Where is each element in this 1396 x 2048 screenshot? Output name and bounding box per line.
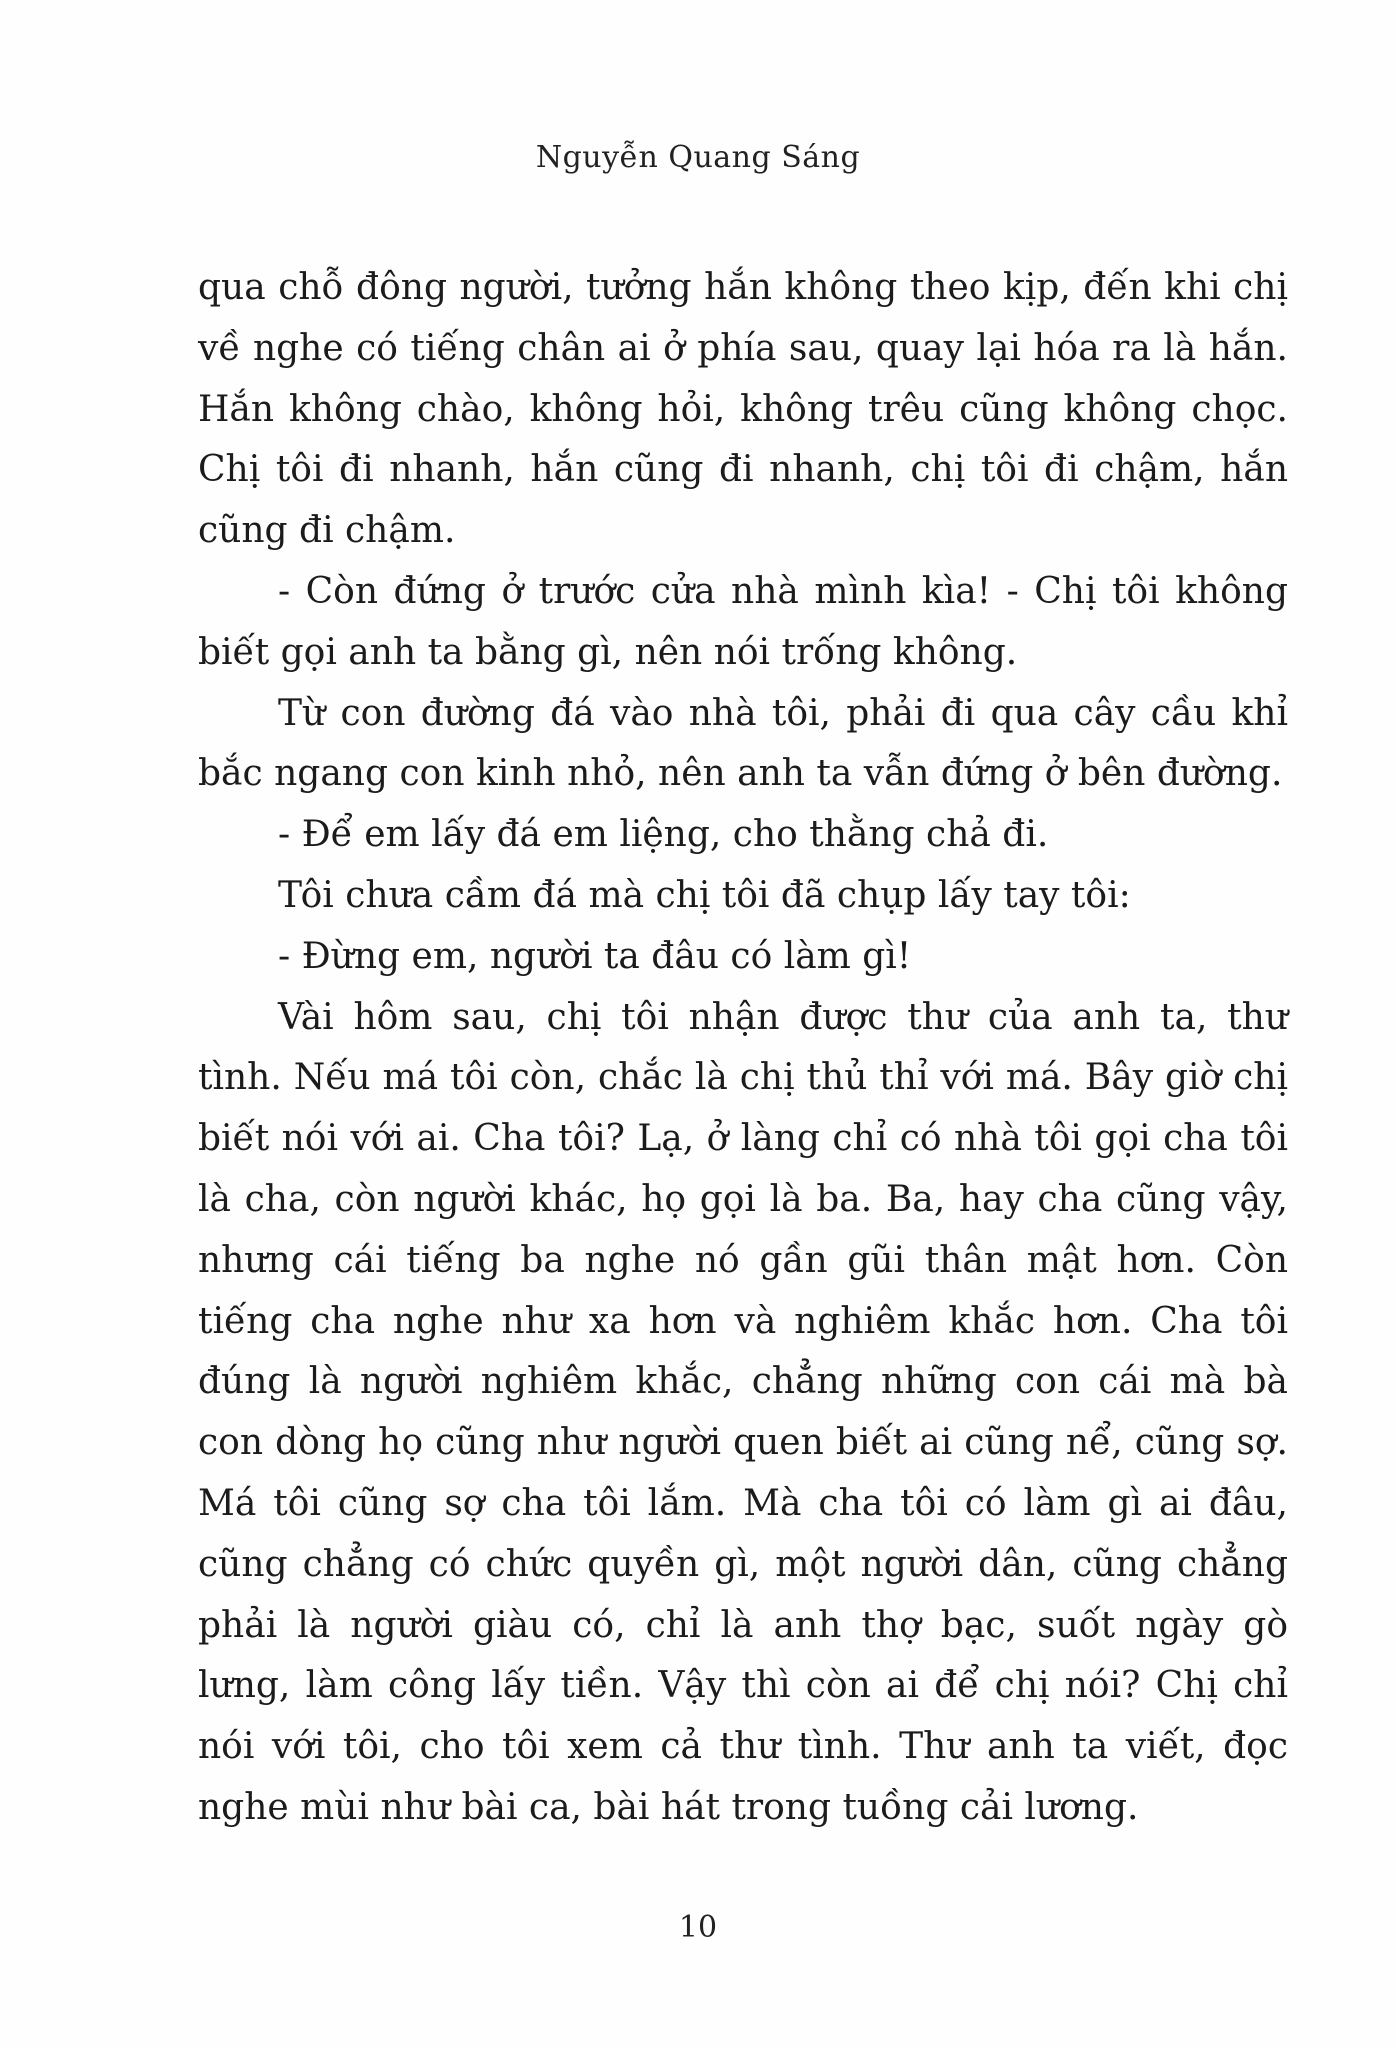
paragraph: Tôi chưa cầm đá mà chị tôi đã chụp lấy tay tôi: — [278, 874, 1131, 916]
page-number: 10 — [678, 1910, 718, 1945]
body-text — [198, 258, 1288, 1839]
running-header-author: Nguyễn Quang Sáng — [535, 140, 861, 175]
paragraph: - Để em lấy đá em liệng, cho thằng chả đi. — [278, 814, 1049, 856]
paragraph: - Còn đứng ở trước cửa nhà mình kìa! - Chị tôi không biết gọi anh ta bằng gì, nên nói trống không. — [198, 570, 1288, 673]
paragraph: - Đừng em, người ta đâu có làm gì! — [278, 935, 912, 977]
paragraph: Từ con đường đá vào nhà tôi, phải đi qua cây cầu khỉ bắc ngang con kinh nhỏ, nên anh ta vẫn đứng ở bên đường. — [198, 692, 1288, 795]
paragraph: Vài hôm sau, chị tôi nhận được thư của anh ta, thư tình. Nếu má tôi còn, chắc là chị thủ thỉ với má. Bây giờ chị biết nói với ai. Cha tôi? Lạ, ở làng chỉ có nhà tôi gọi cha tôi là cha, còn người khác, họ gọi là ba. Ba, hay cha cũng vậy, nhưng cái tiếng ba nghe nó gần gũi thân mật hơn. Còn tiếng cha nghe như xa hơn và nghiêm khắc hơn. Cha tôi đúng là người nghiêm khắc, chẳng những con cái mà bà con dòng họ cũng như người quen biết ai cũng nể, cũng sợ. Má tôi cũng sợ cha tôi lắm. Mà cha tôi có làm gì ai đâu, cũng chẳng có chức quyền gì, một người dân, cũng chẳng phải là người giàu có, chỉ là anh thợ bạc, suốt ngày gò lưng, làm công lấy tiền. Vậy thì còn ai để chị nói? Chị chỉ nói với tôi, cho tôi xem cả thư tình. Thư anh ta viết, đọc nghe mùi như bài ca, bài hát trong tuồng cải lương. — [198, 996, 1288, 1828]
paragraph: qua chỗ đông người, tưởng hắn không theo kịp, đến khi chị về nghe có tiếng chân ai ở phía sau, quay lại hóa ra là hắn. Hắn không chào, không hỏi, không trêu cũng không chọc. Chị tôi đi nhanh, hắn cũng đi nhanh, chị tôi đi chậm, hắn cũng đi chậm. — [198, 267, 1288, 552]
